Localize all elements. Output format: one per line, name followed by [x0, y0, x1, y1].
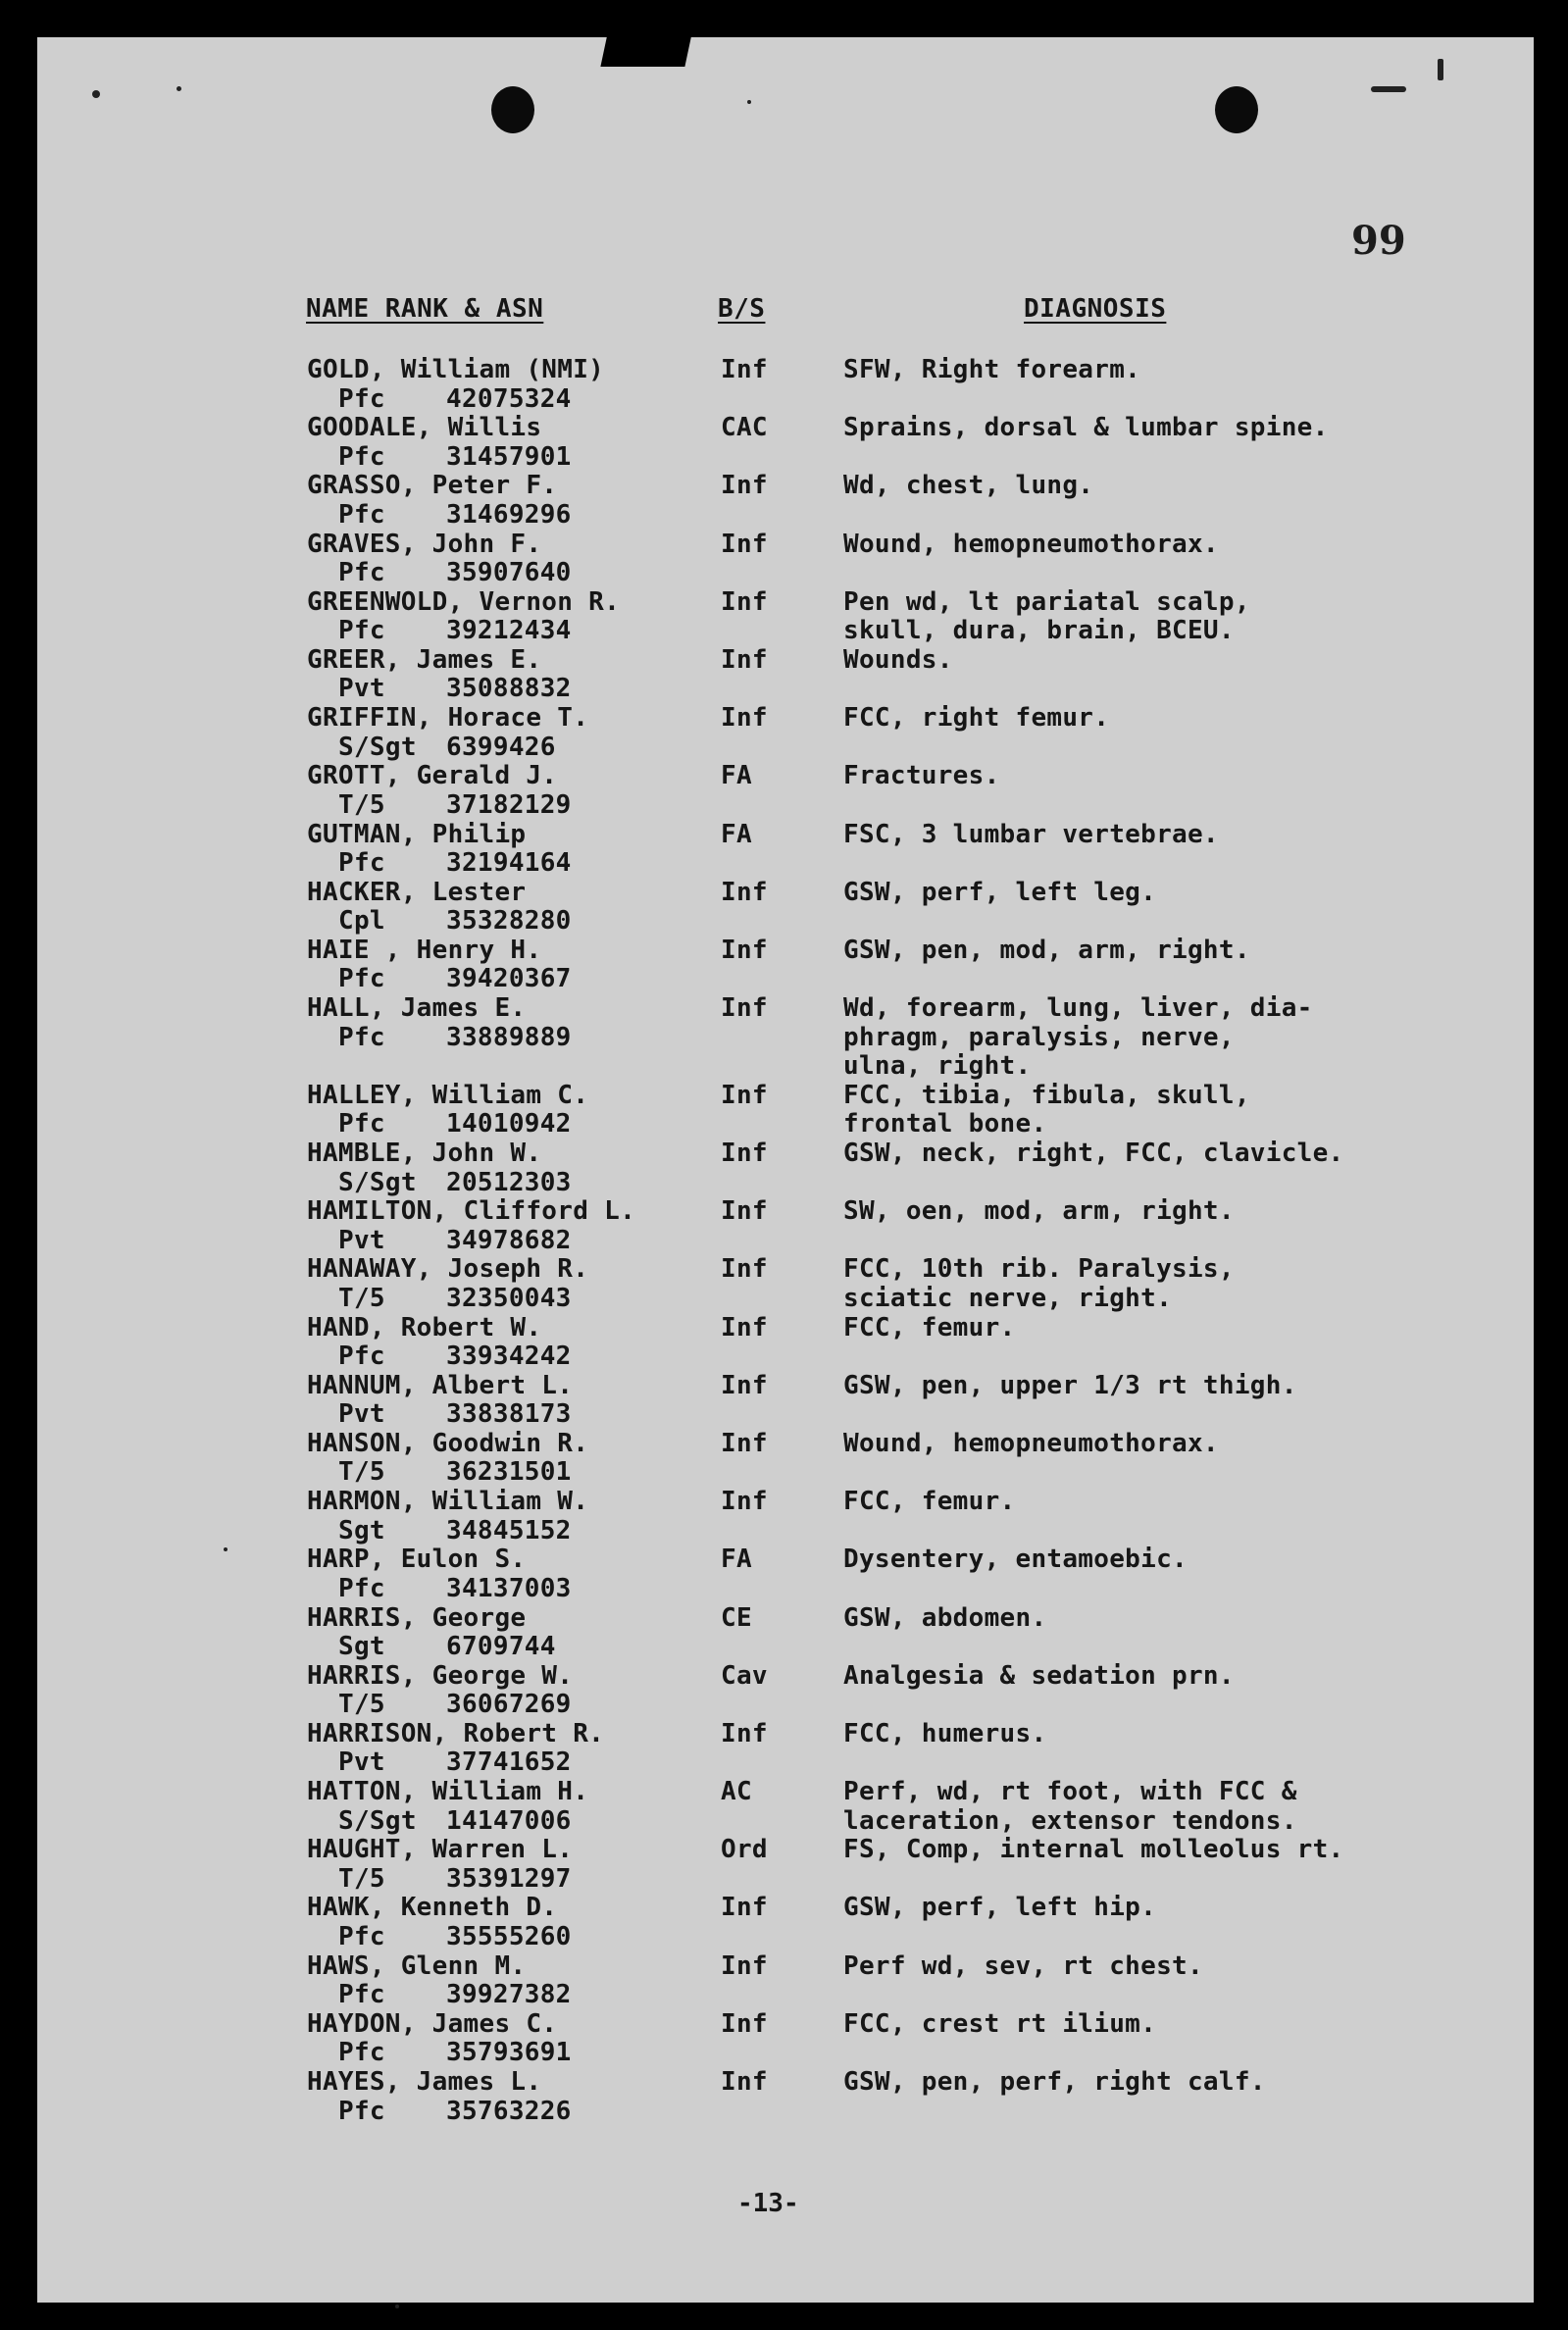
patient-asn: 31469296 — [446, 499, 572, 530]
diagnosis-text: FCC, humerus. — [843, 1718, 1047, 1748]
branch-of-service: Inf — [721, 1370, 768, 1400]
patient-rank: Pfc — [338, 558, 385, 588]
patient-name: HALLEY, William C. — [307, 1080, 589, 1110]
patient-name: GREENWOLD, Vernon R. — [307, 586, 621, 617]
patient-rank: Pfc — [338, 1022, 385, 1052]
page-number: 99 — [1351, 218, 1406, 264]
diagnosis-text: Analgesia & sedation prn. — [843, 1660, 1235, 1691]
patient-asn: 33889889 — [446, 1022, 572, 1052]
branch-of-service: Inf — [721, 586, 768, 617]
patient-rank: T/5 — [338, 1690, 385, 1720]
diagnosis-text: GSW, neck, right, FCC, clavicle. — [843, 1139, 1344, 1169]
patient-rank: S/Sgt — [338, 1805, 417, 1836]
diagnosis-text: GSW, perf, left hip. — [843, 1893, 1157, 1923]
branch-of-service: Inf — [721, 993, 768, 1024]
patient-name: HARRIS, George — [307, 1602, 527, 1633]
patient-name: GRAVES, John F. — [307, 529, 542, 559]
list-item — [0, 1430, 1568, 1488]
patient-rank: T/5 — [338, 1863, 385, 1894]
diagnosis-text: Pen wd, lt pariatal scalp, skull, dura, brain, BCEU. — [843, 586, 1250, 646]
patient-asn: 31457901 — [446, 441, 572, 472]
patient-name: GROTT, Gerald J. — [307, 761, 558, 791]
patient-name: GRASSO, Peter F. — [307, 471, 558, 501]
patient-name: GUTMAN, Philip — [307, 819, 527, 849]
patient-name: GREER, James E. — [307, 644, 542, 675]
branch-of-service: Inf — [721, 529, 768, 559]
branch-of-service: FA — [721, 1545, 752, 1575]
list-item — [0, 531, 1568, 588]
patient-name: HAMBLE, John W. — [307, 1139, 542, 1169]
diagnosis-text: SW, oen, mod, arm, right. — [843, 1196, 1235, 1227]
patient-rank: Pfc — [338, 499, 385, 530]
list-item — [0, 646, 1568, 704]
list-item — [0, 1140, 1568, 1197]
diagnosis-text: FCC, crest rt ilium. — [843, 2008, 1157, 2039]
list-item — [0, 2068, 1568, 2126]
patient-asn: 6399426 — [446, 732, 556, 762]
patient-asn: 33838173 — [446, 1399, 572, 1430]
list-item — [0, 879, 1568, 937]
patient-rank: Pfc — [338, 383, 385, 414]
footer-page-number: -13- — [737, 2189, 799, 2218]
list-item — [0, 994, 1568, 1082]
branch-of-service: Inf — [721, 1893, 768, 1923]
punch-hole-right — [1215, 86, 1258, 133]
patient-asn: 36231501 — [446, 1457, 572, 1488]
list-item — [0, 356, 1568, 414]
patient-asn: 34137003 — [446, 1573, 572, 1603]
branch-of-service: Inf — [721, 877, 768, 907]
patient-rank: Pfc — [338, 964, 385, 994]
branch-of-service: Inf — [721, 1196, 768, 1227]
patient-name: HAMILTON, Clifford L. — [307, 1196, 636, 1227]
patient-rank: Sgt — [338, 1632, 385, 1662]
patient-rank: Pvt — [338, 1748, 385, 1778]
list-item — [0, 1720, 1568, 1778]
patient-rank: Pvt — [338, 1399, 385, 1430]
list-item — [0, 1545, 1568, 1603]
diagnosis-text: FCC, femur. — [843, 1487, 1016, 1517]
patient-asn: 37182129 — [446, 789, 572, 820]
patient-name: HATTON, William H. — [307, 1777, 589, 1807]
list-item — [0, 821, 1568, 879]
branch-of-service: Inf — [721, 1718, 768, 1748]
diagnosis-text: Wd, chest, lung. — [843, 471, 1094, 501]
ink-speck — [92, 90, 100, 98]
diagnosis-text: GSW, pen, perf, right calf. — [843, 2067, 1266, 2098]
list-item — [0, 762, 1568, 820]
diagnosis-text: FCC, 10th rib. Paralysis, sciatic nerve, right. — [843, 1254, 1235, 1313]
list-item — [0, 1372, 1568, 1430]
branch-of-service: Inf — [721, 1428, 768, 1458]
diagnosis-text: Wounds. — [843, 644, 953, 675]
list-item — [0, 588, 1568, 646]
patient-name: HANSON, Goodwin R. — [307, 1428, 589, 1458]
branch-of-service: Inf — [721, 1312, 768, 1342]
branch-of-service: FA — [721, 761, 752, 791]
patient-name: HAYES, James L. — [307, 2067, 542, 2098]
patient-asn: 37741652 — [446, 1748, 572, 1778]
patient-rank: Pvt — [338, 1225, 385, 1255]
branch-of-service: Inf — [721, 355, 768, 384]
branch-of-service: FA — [721, 819, 752, 849]
list-item — [0, 472, 1568, 530]
branch-of-service: Inf — [721, 2067, 768, 2098]
patient-rank: S/Sgt — [338, 1167, 417, 1197]
list-item — [0, 1604, 1568, 1662]
patient-asn: 35793691 — [446, 2038, 572, 2068]
patient-name: HARP, Eulon S. — [307, 1545, 527, 1575]
column-header-diagnosis: DIAGNOSIS — [1024, 294, 1167, 324]
list-item — [0, 1778, 1568, 1836]
branch-of-service: CAC — [721, 413, 768, 443]
patient-name: HACKER, Lester — [307, 877, 527, 907]
patient-rank: Pfc — [338, 441, 385, 472]
patient-rank: T/5 — [338, 1283, 385, 1313]
patient-asn: 36067269 — [446, 1690, 572, 1720]
branch-of-service: Inf — [721, 1139, 768, 1169]
patient-asn: 20512303 — [446, 1167, 572, 1197]
branch-of-service: Inf — [721, 935, 768, 965]
branch-of-service: Ord — [721, 1835, 768, 1865]
patient-asn: 14010942 — [446, 1109, 572, 1140]
diagnosis-text: FCC, right femur. — [843, 703, 1110, 734]
ink-speck — [395, 2305, 399, 2308]
branch-of-service: Inf — [721, 644, 768, 675]
list-item — [0, 1082, 1568, 1140]
branch-of-service: Inf — [721, 703, 768, 734]
patient-rank: Pfc — [338, 1342, 385, 1372]
list-item — [0, 1836, 1568, 1894]
patient-rank: Pfc — [338, 616, 385, 646]
patient-rank: Pfc — [338, 2096, 385, 2126]
patient-rank: Pfc — [338, 1109, 385, 1140]
patient-name: GOODALE, Willis — [307, 413, 542, 443]
branch-of-service: Inf — [721, 471, 768, 501]
patient-rank: Pvt — [338, 674, 385, 704]
list-item — [0, 704, 1568, 762]
patient-name: HAIE , Henry H. — [307, 935, 542, 965]
patient-name: HAWK, Kenneth D. — [307, 1893, 558, 1923]
diagnosis-text: FSC, 3 lumbar vertebrae. — [843, 819, 1219, 849]
patient-rank: Pfc — [338, 848, 385, 878]
patient-asn: 35555260 — [446, 1921, 572, 1951]
list-item — [0, 1488, 1568, 1545]
patient-asn: 35763226 — [446, 2096, 572, 2126]
patient-rank: S/Sgt — [338, 732, 417, 762]
ink-speck — [747, 100, 751, 104]
branch-of-service: Inf — [721, 1080, 768, 1110]
branch-of-service: AC — [721, 1777, 752, 1807]
patient-rank: Pfc — [338, 1980, 385, 2010]
list-item — [0, 1952, 1568, 2010]
diagnosis-text: FCC, tibia, fibula, skull, frontal bone. — [843, 1080, 1250, 1140]
branch-of-service: Inf — [721, 1254, 768, 1285]
diagnosis-text: Wound, hemopneumothorax. — [843, 529, 1219, 559]
diagnosis-text: Perf, wd, rt foot, with FCC & laceration, extensor tendons. — [843, 1777, 1297, 1836]
branch-of-service: CE — [721, 1602, 752, 1633]
casualty-list — [0, 356, 1568, 2126]
patient-asn: 6709744 — [446, 1632, 556, 1662]
patient-asn: 39212434 — [446, 616, 572, 646]
patient-name: HAUGHT, Warren L. — [307, 1835, 574, 1865]
patient-asn: 39927382 — [446, 1980, 572, 2010]
ink-speck — [1371, 86, 1406, 92]
branch-of-service: Cav — [721, 1660, 768, 1691]
diagnosis-text: Fractures. — [843, 761, 1000, 791]
diagnosis-text: GSW, pen, upper 1/3 rt thigh. — [843, 1370, 1297, 1400]
diagnosis-text: GSW, pen, mod, arm, right. — [843, 935, 1250, 965]
column-header-name-rank-asn: NAME RANK & ASN — [306, 294, 544, 324]
diagnosis-text: Sprains, dorsal & lumbar spine. — [843, 413, 1329, 443]
diagnosis-text: GSW, abdomen. — [843, 1602, 1047, 1633]
patient-asn: 33934242 — [446, 1342, 572, 1372]
diagnosis-text: FS, Comp, internal molleolus rt. — [843, 1835, 1344, 1865]
patient-asn: 35391297 — [446, 1863, 572, 1894]
patient-name: HARRIS, George W. — [307, 1660, 574, 1691]
ink-speck — [1438, 59, 1443, 80]
patient-name: HANAWAY, Joseph R. — [307, 1254, 589, 1285]
patient-rank: T/5 — [338, 789, 385, 820]
branch-of-service: Inf — [721, 1487, 768, 1517]
patient-rank: Cpl — [338, 906, 385, 937]
ink-speck — [177, 86, 181, 91]
branch-of-service: Inf — [721, 1950, 768, 1981]
list-item — [0, 1894, 1568, 1951]
patient-asn: 35088832 — [446, 674, 572, 704]
patient-asn: 34845152 — [446, 1515, 572, 1545]
patient-asn: 35328280 — [446, 906, 572, 937]
list-item — [0, 1255, 1568, 1313]
top-edge-notch — [600, 33, 691, 67]
diagnosis-text: Dysentery, entamoebic. — [843, 1545, 1188, 1575]
patient-rank: T/5 — [338, 1457, 385, 1488]
patient-asn: 39420367 — [446, 964, 572, 994]
patient-rank: Sgt — [338, 1515, 385, 1545]
diagnosis-text: GSW, perf, left leg. — [843, 877, 1157, 907]
diagnosis-text: Wd, forearm, lung, liver, dia- phragm, paralysis, nerve, ulna, right. — [843, 993, 1313, 1082]
diagnosis-text: Perf wd, sev, rt chest. — [843, 1950, 1203, 1981]
patient-name: HAWS, Glenn M. — [307, 1950, 527, 1981]
patient-asn: 14147006 — [446, 1805, 572, 1836]
patient-name: GOLD, William (NMI) — [307, 355, 605, 384]
patient-asn: 42075324 — [446, 383, 572, 414]
diagnosis-text: Wound, hemopneumothorax. — [843, 1428, 1219, 1458]
patient-name: HARRISON, Robert R. — [307, 1718, 605, 1748]
patient-name: HAND, Robert W. — [307, 1312, 542, 1342]
branch-of-service: Inf — [721, 2008, 768, 2039]
patient-name: HALL, James E. — [307, 993, 527, 1024]
patient-asn: 35907640 — [446, 558, 572, 588]
list-item — [0, 1662, 1568, 1720]
patient-name: HAYDON, James C. — [307, 2008, 558, 2039]
patient-name: HANNUM, Albert L. — [307, 1370, 574, 1400]
list-item — [0, 414, 1568, 472]
list-item — [0, 2010, 1568, 2068]
column-header-branch-of-service: B/S — [718, 294, 766, 324]
patient-asn: 34978682 — [446, 1225, 572, 1255]
patient-name: GRIFFIN, Horace T. — [307, 703, 589, 734]
patient-rank: Pfc — [338, 1921, 385, 1951]
patient-asn: 32194164 — [446, 848, 572, 878]
punch-hole-left — [491, 86, 534, 133]
diagnosis-text: FCC, femur. — [843, 1312, 1016, 1342]
patient-name: HARMON, William W. — [307, 1487, 589, 1517]
list-item — [0, 1314, 1568, 1372]
patient-asn: 32350043 — [446, 1283, 572, 1313]
list-item — [0, 937, 1568, 994]
patient-rank: Pfc — [338, 1573, 385, 1603]
diagnosis-text: SFW, Right forearm. — [843, 355, 1141, 384]
patient-rank: Pfc — [338, 2038, 385, 2068]
list-item — [0, 1197, 1568, 1255]
